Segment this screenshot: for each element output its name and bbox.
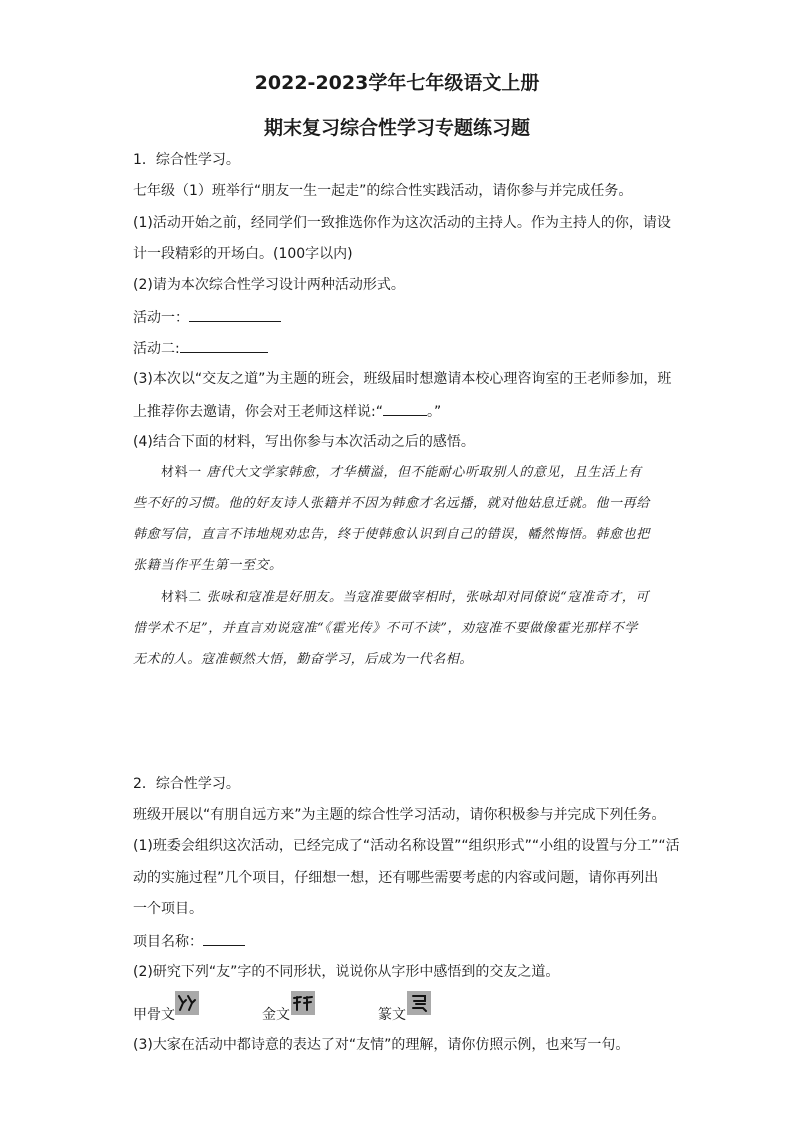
- q1-part3-blank[interactable]: [383, 401, 427, 416]
- q1-part2: (2)请为本次综合性学习设计两种活动形式。: [133, 277, 405, 293]
- seal-you-glyph-icon: [407, 991, 431, 1015]
- script-label-bronze: 金文: [262, 1007, 290, 1023]
- q2-heading: 2．综合性学习。: [133, 776, 240, 792]
- material2-line3: 无术的人。寇准顿然大悟，勤奋学习，后成为一代名相。: [133, 652, 474, 667]
- q2-part1-line3: 一个项目。: [133, 901, 203, 917]
- bronze-you-glyph-icon: [291, 991, 315, 1015]
- q1-part1-line2: 计一段精彩的开场白。(100字以内): [133, 246, 353, 262]
- q2-intro: 班级开展以“有朋自远方来”为主题的综合性学习活动，请你积极参与并完成下列任务。: [133, 807, 666, 823]
- q2-item-row: [133, 931, 245, 952]
- material1-text1: 唐代大文学家韩愈，才华横溢，但不能耐心听取别人的意见，且生活上有: [206, 465, 642, 480]
- q1-part4: (4)结合下面的材料，写出你参与本次活动之后的感悟。: [133, 434, 475, 450]
- q1-activity2-blank[interactable]: [180, 338, 268, 353]
- q2-part1-line2: 动的实施过程”几个项目，仔细想一想，还有哪些需要考虑的内容或问题，请你再列出: [133, 870, 659, 886]
- q1-intro: 七年级（1）班举行“朋友一生一起走”的综合性实践活动，请你参与并完成任务。: [133, 183, 633, 199]
- q1-part1-line1: (1)活动开始之前，经同学们一致推选你作为这次活动的主持人。作为主持人的你，请设: [133, 215, 671, 231]
- q2-part2: (2)研究下列“友”字的不同形状，说说你从字形中感悟到的交友之道。: [133, 964, 560, 980]
- q2-item-blank[interactable]: [203, 931, 245, 946]
- material1-line4: 张籍当作平生第一至交。: [133, 558, 283, 573]
- q1-activity2-label: 活动二:: [133, 341, 180, 357]
- q1-part3-prefix: 上推荐你去邀请，你会对王老师这样说:“: [133, 404, 383, 420]
- oracle-bone-you-glyph-icon: [175, 991, 199, 1015]
- document-title-line2: 期末复习综合性学习专题练习题: [263, 117, 530, 139]
- material2-line1: [161, 588, 649, 608]
- q1-part3-line2: [133, 401, 441, 422]
- q1-part3-suffix: 。”: [426, 404, 442, 420]
- script-label-oracle: 甲骨文: [133, 1007, 175, 1023]
- q1-heading: 1．综合性学习。: [133, 152, 240, 168]
- q1-activity1-label: 活动一：: [133, 310, 189, 326]
- material2-label: 材料二: [161, 590, 202, 605]
- q1-activity1-row: [133, 307, 281, 328]
- q1-part3-line1: (3)本次以“交友之道”为主题的班会，班级届时想邀请本校心理咨询室的王老师参加，班: [133, 371, 672, 387]
- material1-label: 材料一: [161, 465, 202, 480]
- material2-text1: 张咏和寇准是好朋友。当寇准要做宰相时，张咏却对同僚说“寇准奇才，可: [206, 590, 649, 605]
- document-title-line1: 2022-2023学年七年级语文上册: [254, 72, 540, 94]
- q2-item-label: 项目名称：: [133, 934, 203, 950]
- q1-activity1-blank[interactable]: [189, 307, 281, 322]
- script-label-seal: 篆文: [378, 1007, 406, 1023]
- q2-part3: (3)大家在活动中都诗意的表达了对“友情”的理解，请你仿照示例，也来写一句。: [133, 1037, 630, 1053]
- material1-line3: 韩愈写信，直言不讳地规劝忠告，终于使韩愈认识到自己的错误，幡然悔悟。韩愈也把: [133, 527, 650, 542]
- material1-line1: [161, 463, 642, 483]
- material2-line2: 惜学术不足”，并直言劝说寇准“《霍光传》不可不读”，劝寇准不要做像霍光那样不学: [133, 621, 638, 636]
- material1-line2: 些不好的习惯。他的好友诗人张籍并不因为韩愈才名远播，就对他姑息迁就。他一再给: [133, 496, 650, 511]
- q1-activity2-row: [133, 338, 268, 359]
- q2-part1-line1: (1)班委会组织这次活动，已经完成了“活动名称设置”“组织形式”“小组的设置与分工”“活: [133, 838, 680, 854]
